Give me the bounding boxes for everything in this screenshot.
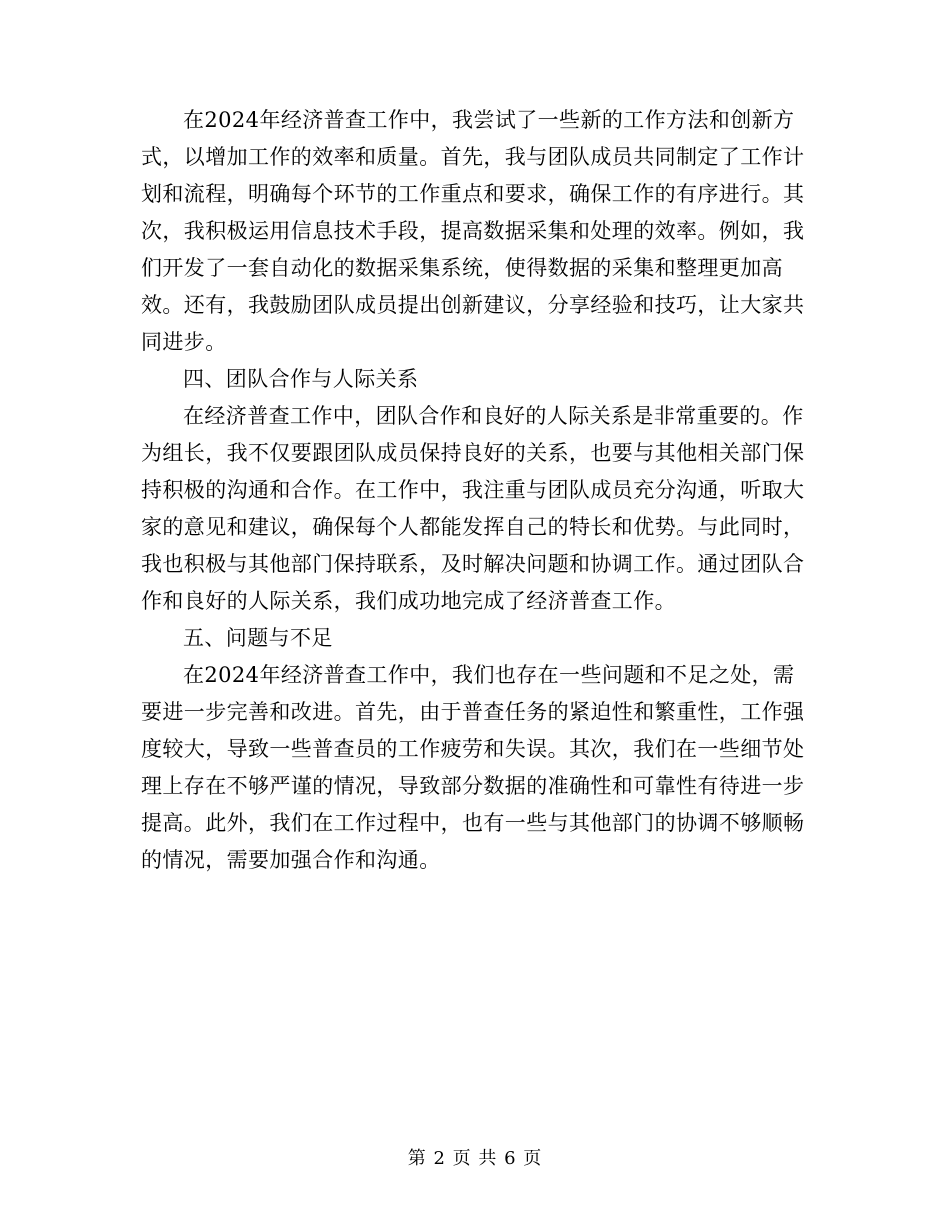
section-heading-teamwork: 四、团队合作与人际关系 <box>183 367 419 391</box>
page-number-footer: 第 2 页 共 6 页 <box>407 1148 543 1169</box>
document-body <box>141 102 809 879</box>
paragraph-teamwork: 在经济普查工作中，团队合作和良好的人际关系是非常重要的。作为组长，我不仅要跟团队成员保持良好的关系，也要与其他相关部门保持积极的沟通和合作。在工作中，我注重与团队成员充分沟通，听取大家的意见和建议，确保每个人都能发挥自己的特长和优势。与此同时，我也积极与其他部门保持联系，及时解决问题和协调工作。通过团队合作和良好的人际关系，我们成功地完成了经济普查工作。 <box>141 404 805 613</box>
paragraph-innovation: 在2024年经济普查工作中，我尝试了一些新的工作方法和创新方式，以增加工作的效率和质量。首先，我与团队成员共同制定了工作计划和流程，明确每个环节的工作重点和要求，确保工作的有序进行。其次，我积极运用信息技术手段，提高数据采集和处理的效率。例如，我们开发了一套自动化的数据采集系统，使得数据的采集和整理更加高效。还有，我鼓励团队成员提出创新建议，分享经验和技巧，让大家共同进步。 <box>141 108 805 354</box>
section-heading-problems: 五、问题与不足 <box>183 626 333 650</box>
paragraph-problems: 在2024年经济普查工作中，我们也存在一些问题和不足之处，需要进一步完善和改进。首先，由于普查任务的紧迫性和繁重性，工作强度较大，导致一些普查员的工作疲劳和失误。其次，我们在一些细节处理上存在不够严谨的情况，导致部分数据的准确性和可靠性有待进一步提高。此外，我们在工作过程中，也有一些与其他部门的协调不够顺畅的情况，需要加强合作和沟通。 <box>141 663 805 872</box>
